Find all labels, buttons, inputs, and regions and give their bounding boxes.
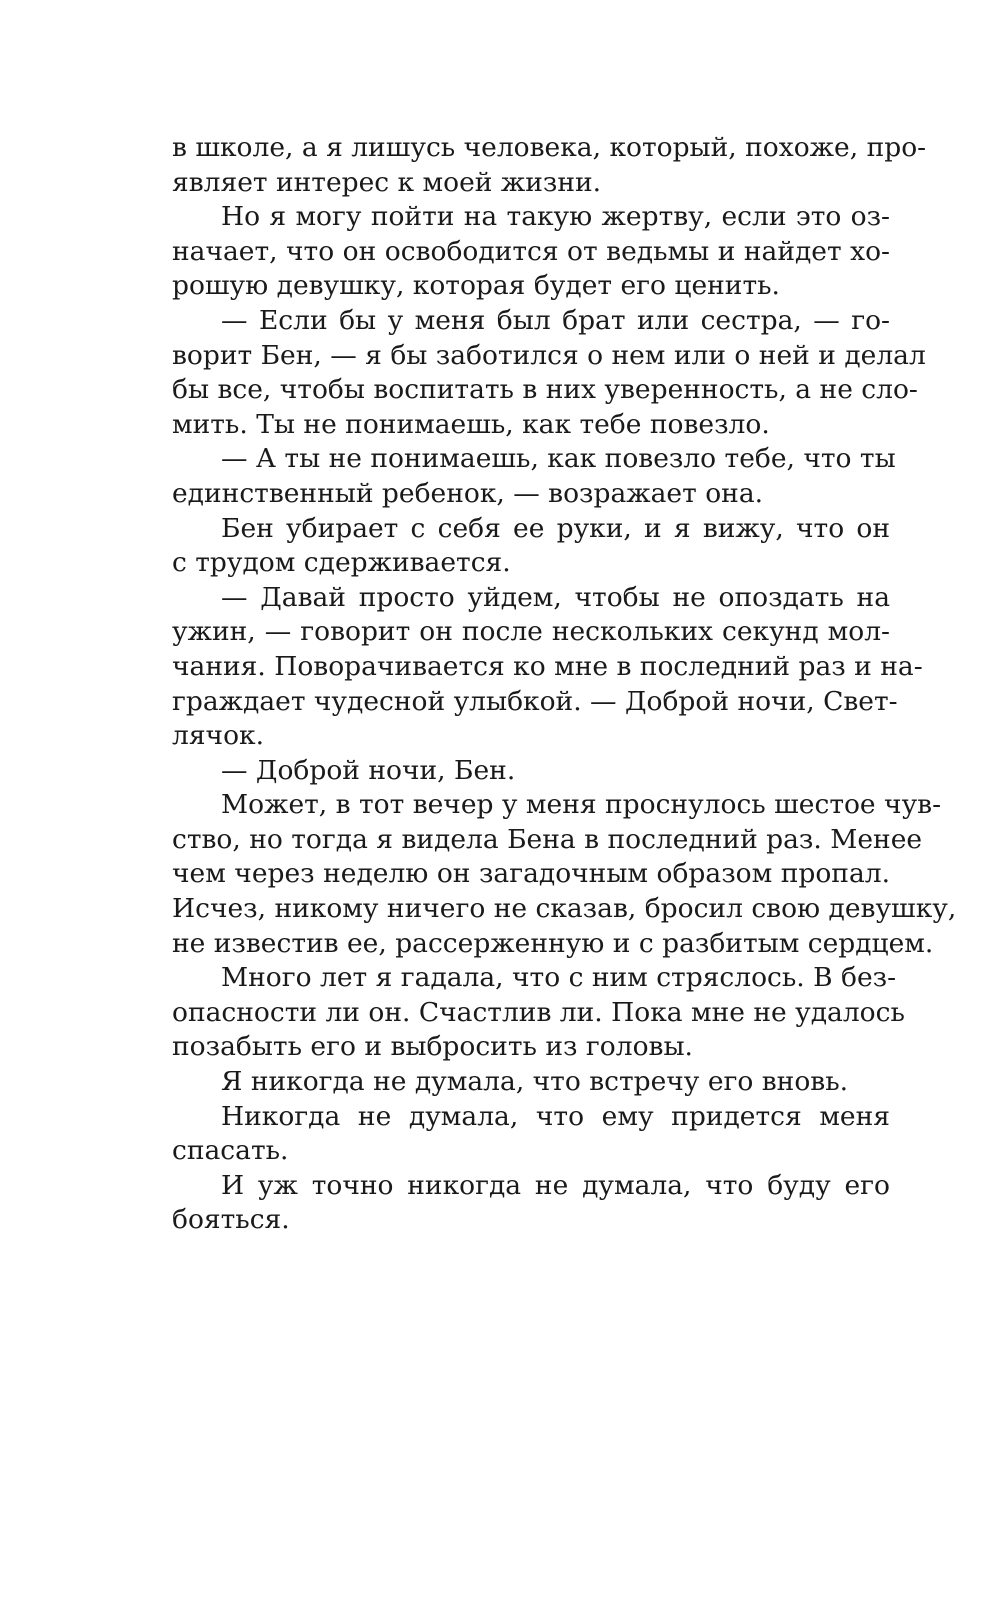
- text-line: ужин, — говорит он после нескольких секунд мол-: [172, 616, 890, 648]
- text-line: Никогда не думала, что ему придется меня: [221, 1100, 890, 1132]
- text-line: в школе, а я лишусь человека, который, похоже, про-: [172, 132, 927, 163]
- text-line: И уж точно никогда не думала, что буду его: [221, 1169, 890, 1201]
- text-line: Бен убирает с себя ее руки, и я вижу, что он: [221, 512, 890, 544]
- text-line: бы все, чтобы воспитать в них уверенность, а не сло-: [172, 374, 918, 406]
- body-text: [172, 131, 957, 1238]
- text-line: спасать.: [172, 1135, 289, 1167]
- text-line: являет интерес к моей жизни.: [172, 166, 602, 198]
- text-line: начает, что он освободится от ведьмы и найдет хо-: [172, 235, 890, 267]
- text-line: ворит Бен, — я бы заботился о нем или о ней и делал: [172, 339, 926, 371]
- text-line: Я никогда не думала, что встречу его вновь.: [221, 1066, 849, 1098]
- text-line: единственный ребенок, — возражает она.: [172, 477, 764, 509]
- text-line: — Доброй ночи, Бен.: [221, 754, 516, 786]
- text-line: мить. Ты не понимаешь, как тебе повезло.: [172, 408, 770, 440]
- text-line: чем через неделю он загадочным образом пропал.: [172, 858, 890, 890]
- text-line: чания. Поворачивается ко мне в последний раз и на-: [172, 650, 923, 682]
- text-line: опасности ли он. Счастлив ли. Пока мне не удалось: [172, 996, 905, 1028]
- text-line: рошую девушку, которая будет его ценить.: [172, 270, 780, 302]
- text-line: Может, в тот вечер у меня проснулось шестое чув-: [221, 789, 942, 821]
- text-line: не известив ее, рассерженную и с разбитым сердцем.: [172, 927, 934, 959]
- text-line: позабыть его и выбросить из головы.: [172, 1031, 693, 1063]
- text-line: Исчез, никому ничего не сказав, бросил свою девушку,: [172, 893, 957, 925]
- text-line: — Давай просто уйдем, чтобы не опоздать на: [221, 581, 890, 613]
- text-line: ство, но тогда я видела Бена в последний раз. Менее: [172, 823, 923, 855]
- text-line: Но я могу пойти на такую жертву, если это оз-: [221, 201, 890, 233]
- text-line: — Если бы у меня был брат или сестра, — го-: [221, 304, 890, 336]
- text-line: лячок.: [172, 720, 265, 752]
- text-line: с трудом сдерживается.: [172, 547, 511, 579]
- text-line: бояться.: [172, 1204, 290, 1236]
- text-line: — А ты не понимаешь, как повезло тебе, что ты: [221, 443, 896, 475]
- text-line: граждает чудесной улыбкой. — Доброй ночи, Свет-: [172, 685, 898, 717]
- text-line: Много лет я гадала, что с ним стряслось. В без-: [221, 962, 897, 994]
